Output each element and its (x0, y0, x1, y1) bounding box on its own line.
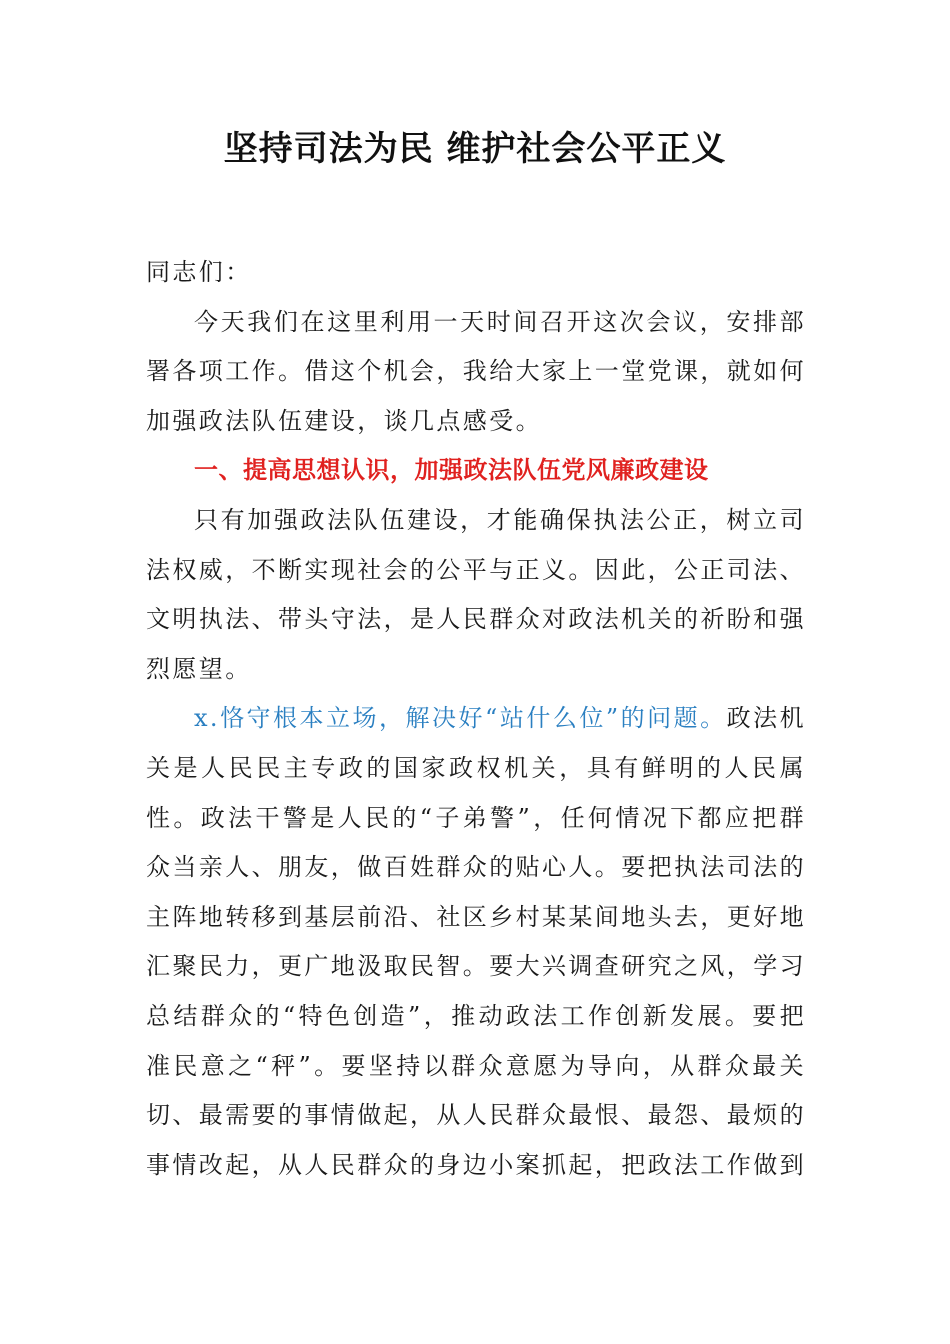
salutation: 同志们： (146, 258, 252, 286)
section-heading-1: 一、提高思想认识，加强政法队伍党风廉政建设 (194, 456, 709, 485)
intro-paragraph: 今天我们在这里利用一天时间召开这次会议，安排部署各项工作。借这个机会，我给大家上一堂党课，就如何加强政法队伍建设，谈几点感受。 (146, 307, 806, 435)
section1-paragraph-1: 只有加强政法队伍建设，才能确保执法公正，树立司法权威，不断实现社会的公平与正义。因此，公正司法、文明执法、带头守法，是人民群众对政法机关的祈盼和强烈愿望。 (146, 505, 806, 683)
subsection-1-paragraph (146, 694, 806, 1190)
subsection-1-text: 政法机关是人民民主专政的国家政权机关，具有鲜明的人民属性。政法干警是人民的“子弟警”，任何情况下都应把群众当亲人、朋友，做百姓群众的贴心人。要把执法司法的主阵地转移到基层前沿、社区乡村某某间地头去，更好地汇聚民力，更广地汲取民智。要大兴调查研究之风，学习总结群众的“特色创造”，推动政法工作创新发展。要把准民意之“秤”。要坚持以群众意愿为导向，从群众最关切、最需要的事情做起，从人民群众最恨、最怨、最烦的事情改起，从人民群众的身边小案抓起，把政法工作做到 (146, 704, 806, 1179)
document-title: 坚持司法为民 维护社会公平正义 (223, 129, 727, 169)
subsection-1-heading: x.恪守根本立场，解决好“站什么位”的问题。 (194, 704, 727, 733)
document-body (146, 248, 806, 1190)
